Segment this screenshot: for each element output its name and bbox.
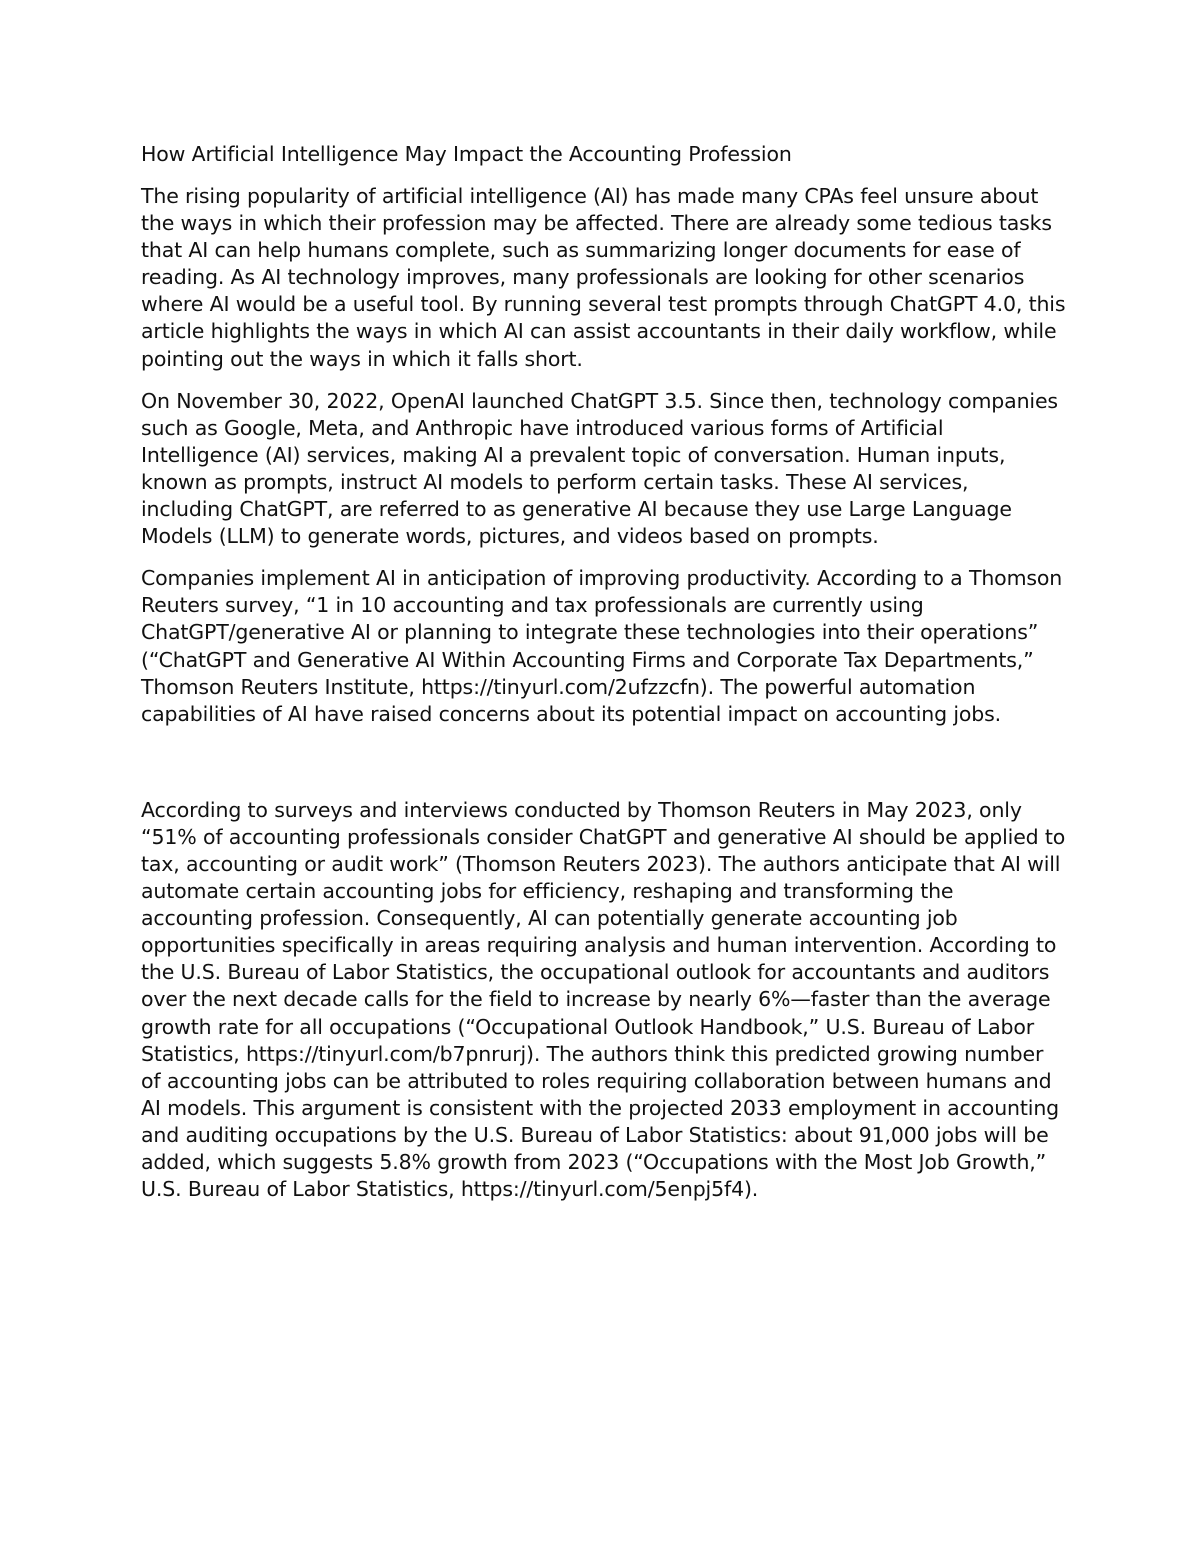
blank-line xyxy=(141,743,1066,797)
paragraph-chatgpt-launch: On November 30, 2022, OpenAI launched ChatGPT 3.5. Since then, technology companies such as Google, Meta, and Anthropic have introduced various forms of Artificial Intelligence (AI) services, making AI a prevalent topic of conversation. Human inputs, known as prompts, instruct AI models to perform certain tasks. These AI services, including ChatGPT, are referred to as generative AI because they use Large Language Models (LLM) to generate words, pictures, and videos based on prompts. xyxy=(141,388,1058,549)
paragraph-adoption-survey: Companies implement AI in anticipation of improving productivity. According to a Thomson Reuters survey, “1 in 10 accounting and tax professionals are currently using ChatGPT/generative AI or planning to integrate these technologies into their operations” (“ChatGPT and Generative AI Within Accounting Firms and Corporate Tax Departments,” Thomson Reuters Institute, https://tinyurl.com/2ufzzcfn). The powerful automation capabilities of AI have raised concerns about its potential impact on accounting jobs. xyxy=(141,566,1063,726)
paragraph-intro: The rising popularity of artificial intelligence (AI) has made many CPAs feel unsure about the ways in which their profession may be affected. There are already some tedious tasks that AI can help humans complete, such as summarizing longer documents for ease of reading. As AI technology improves, many professionals are looking for other scenarios where AI would be a useful tool. By running several test prompts through ChatGPT 4.0, this article highlights the ways in which AI can assist accountants in their daily workflow, while pointing out the ways in which it falls short. xyxy=(141,184,1066,371)
paragraph-job-outlook: According to surveys and interviews conducted by Thomson Reuters in May 2023, only “51% of accounting professionals consider ChatGPT and generative AI should be applied to tax, accounting or audit work” (Thomson Reuters 2023). The authors anticipate that AI will automate certain accounting jobs for efficiency, reshaping and transforming the accounting profession. Consequently, AI can potentially generate accounting job opportunities specifically in areas requiring analysis and human intervention. According to the U.S. Bureau of Labor Statistics, the occupational outlook for accountants and auditors over the next decade calls for the field to increase by nearly 6%—faster than the average growth rate for all occupations (“Occupational Outlook Handbook,” U.S. Bureau of Labor Statistics, https://tinyurl.com/b7pnrurj). The authors think this predicted growing number of accounting jobs can be attributed to roles requiring collaboration between humans and AI models. This argument is consistent with the projected 2033 employment in accounting and auditing occupations by the U.S. Bureau of Labor Statistics: about 91,000 jobs will be added, which suggests 5.8% growth from 2023 (“Occupations with the Most Job Growth,” U.S. Bureau of Labor Statistics, https://tinyurl.com/5enpj5f4). xyxy=(141,797,1066,1202)
document-title: How Artificial Intelligence May Impact the Accounting Profession xyxy=(141,142,792,166)
document-page xyxy=(141,141,1066,1218)
